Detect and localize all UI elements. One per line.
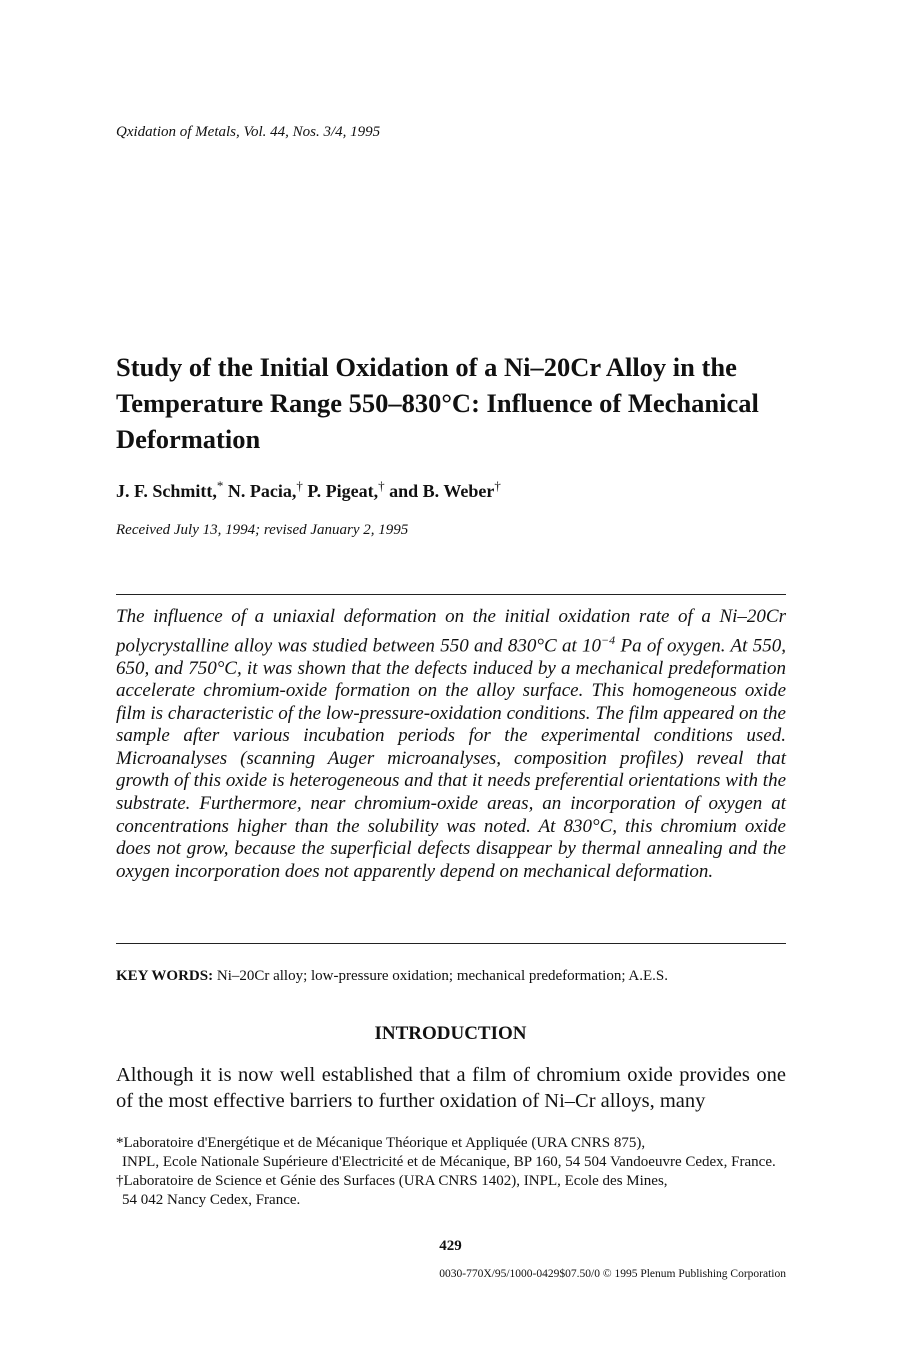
introduction-paragraph: Although it is now well established that a film of chromium oxide provides one of the most effective barriers to further oxidation of Ni–Cr alloys, many [116,1064,786,1112]
journal-citation: Qxidation of Metals, Vol. 44, Nos. 3/4, 1995 [116,124,381,140]
author-mark: † [378,478,385,493]
author-list [116,478,501,502]
author-pigeat: P. Pigeat, [302,481,379,501]
page-number: 429 [439,1238,462,1254]
abstract-text: The influence of a uniaxial deformation on the initial oxidation rate of a Ni–20Cr polycrystalline alloy was studied between 550 and 830°C at 10 [116,606,786,656]
key-words [116,968,796,985]
abstract-exponent: −4 [601,632,616,647]
footnote-line: *Laboratoire d'Energétique et de Mécanique Théorique et Appliquée (URA CNRS 875), [116,1135,646,1151]
author-mark: † [494,478,501,493]
footnote-line: 54 042 Nancy Cedex, France. [122,1192,301,1208]
author-weber: and B. Weber [384,481,495,501]
author-mark: † [296,478,303,493]
footnote-line: INPL, Ecole Nationale Supérieure d'Electricité et de Mécanique, BP 160, 54 504 Vandoeuvre Cedex, France. [122,1154,776,1170]
key-words-text: Ni–20Cr alloy; low-pressure oxidation; mechanical predeformation; A.E.S. [213,968,669,984]
received-dates: Received July 13, 1994; revised January 2, 1995 [116,522,409,538]
footnote-affiliation-2 [116,1172,786,1210]
abstract-top-rule [116,594,786,595]
section-heading-introduction: INTRODUCTION [374,1023,527,1044]
footnotes [116,1134,786,1210]
copyright-line: 0030-770X/95/1000-0429$07.50/0 © 1995 Plenum Publishing Corporation [439,1268,786,1280]
footnote-line: †Laboratoire de Science et Génie des Surfaces (URA CNRS 1402), INPL, Ecole des Mines, [116,1173,668,1189]
abstract [116,606,786,883]
key-words-label: KEY WORDS: [116,968,214,984]
abstract-text: Pa of oxygen. At 550, 650, and 750°C, it was shown that the defects induced by a mechanical predeformation accelerate chromium-oxide formation on the alloy surface. This homogeneous oxide film is characteristic of the low-pressure-oxidation conditions. The film appeared on the sample after various incubation periods for the experimental conditions used. Microanalyses (scanning Auger microanalyses, composition profiles) reveal that growth of this oxide is heterogeneous and that it needs preferential orientations with the substrate. Furthermore, near chromium-oxide areas, an incorporation of oxygen at concentrations higher than the solubility was noted. At 830°C, this chromium oxide does not grow, because the superficial defects disappear by thermal annealing and the oxygen incorporation does not apparently depend on mechanical deformation. [116,634,786,882]
author-schmitt: J. F. Schmitt, [116,481,217,501]
author-pacia: N. Pacia, [223,481,297,501]
paper-title: Study of the Initial Oxidation of a Ni–20Cr Alloy in the Temperature Range 550–830°C: Influence of Mechanical Deformation [116,352,759,454]
abstract-bottom-rule [116,943,786,944]
author-mark: * [216,478,224,493]
footnote-affiliation-1 [116,1134,786,1172]
